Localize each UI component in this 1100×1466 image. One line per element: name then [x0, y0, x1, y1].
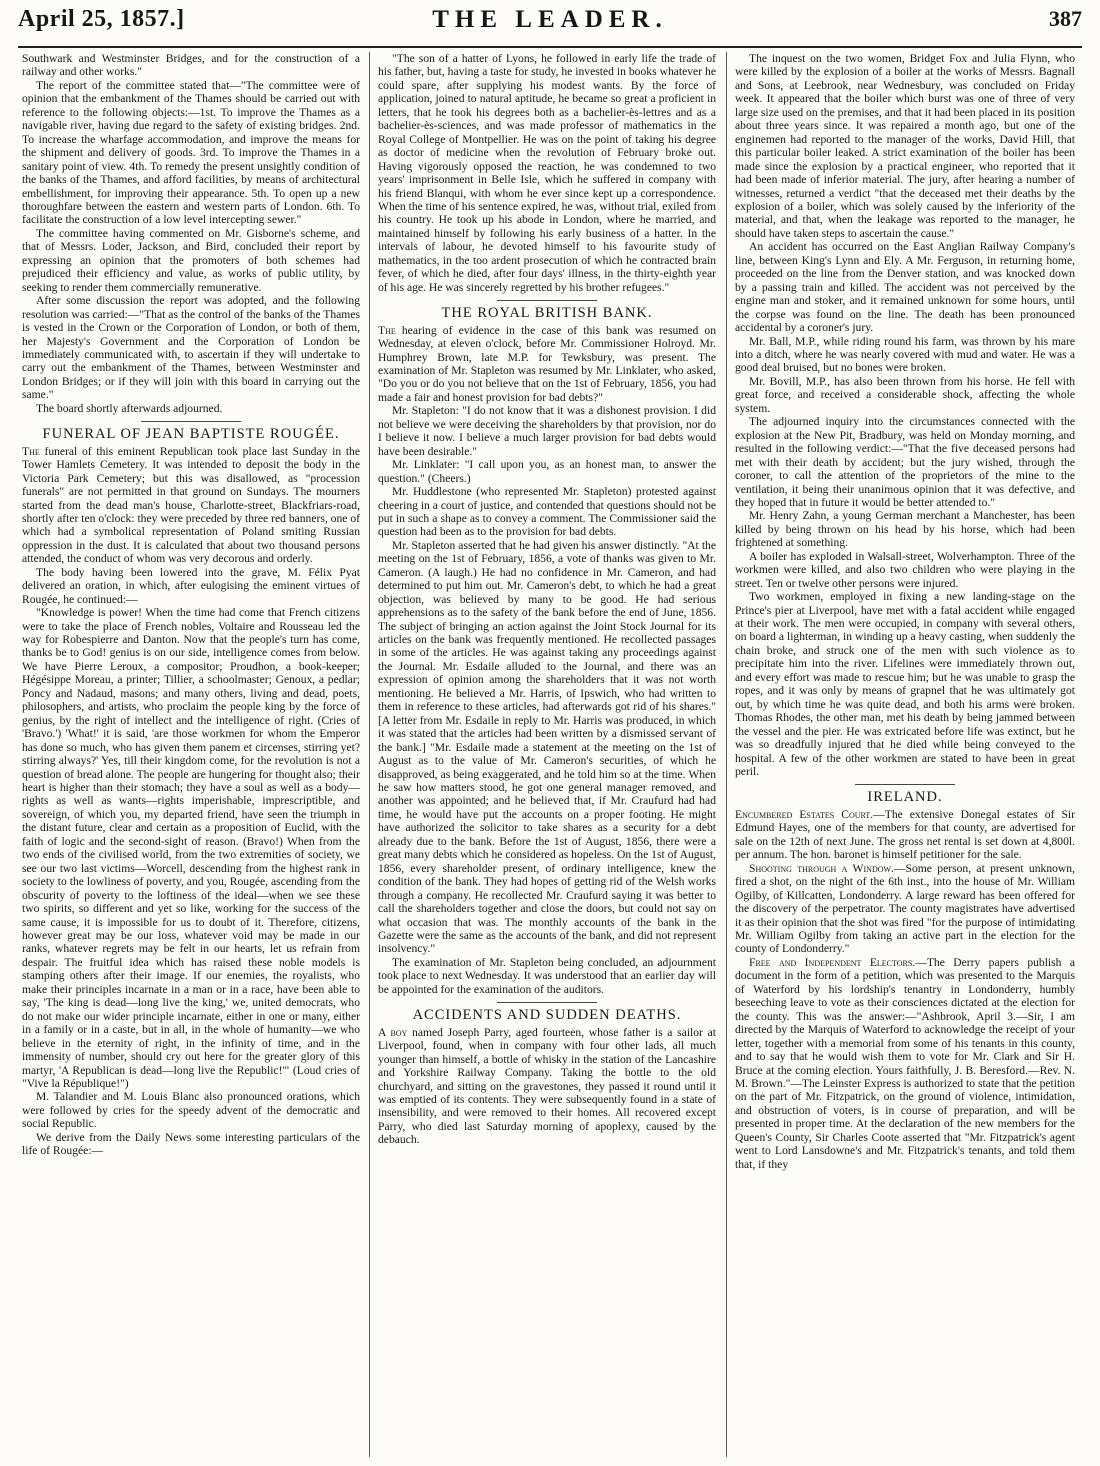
paragraph — [735, 956, 1075, 1171]
paragraph — [735, 808, 1075, 862]
paragraph-text: —Some person, at present unknown, fired a shot, on the night of the 6th inst., into the house of Mr. William Ogilby, of Killcatten, Londonderry. A large reward has been offered for the discovery of the perpetrator. The county magistrates have advertised it as their opinion that the shot was fired "for the purpose of intimidating Mr. William Ogilby from taking an active part in the election for the county of Londonderry." — [735, 861, 1075, 956]
paragraph: "Knowledge is power! When the time had come that French citizens were to take the place of French nobles, Voltaire and Rousseau led the way for Robespierre and Danton. Now that the people's turn has come, thanks be to God! genius is on our side, intelligence comes from below. We have Pierre Leroux, a compositor; Proudhon, a book-keeper; Hégésippe Moreau, a printer; Tillier, a schoolmaster; Genoux, a pedlar; Poncy and Nadaud, masons; and many others, living and dead, poets, philosophers, and artists, who proclaim the people king by the force of genius, by the right of intellect and the intelligence of right. (Cries of 'Bravo.') 'What!' it is said, 'are those workmen for whom the Emperor has done so much, who has given them panem et circenses, stirring yet? stirring always?' Yes, till their kingdom come, for the revolution is not a question of bread alone. The people are hungering for thought also; their heart is higher than their stomach; they have a soul as well as a body—rights as well as wants—rights imperishable, imprescriptible, and sovereign, of which you, my departed friend, have seen the triumph in the distant future, clear and certain as a proposition of Euclid, with the faith of logic and the second-sight of reason. (Bravo!) When from the two ends of the civilised world, from the two extremities of society, we see our two last victims—Worcell, descending from the highest rank in society to the lowliness of poverty, and you, Rougée, ascending from the obscurity of poverty to the loftiness of the ideal—when we see these two spirits, so different and yet so like, working for the success of the same cause, it is impossible for us to doubt of it. Therefore, citizens, however great may be our loss, whatever void may be made in our ranks, whatever regrets may be felt in our hearts, let us refrain from despair. The fruitful idea which has raised these noble models is stamping others after their image. If our enemies, the royalists, who make their principles incarnate in a man or in a race, have been able to say, 'The king is dead—long live the king,' we, united democrats, who do not make our wider principle incarnate, either in one or many, either in a family or in a caste, but in all, in the whole of humanity—we who believe in the eternity of right, in the infinity of time, and in the immensity of number, should cry out here for the greater glory of this martyr, 'A Republican is dead—long live the Republic!'" (Loud cries of "Vive la République!") — [22, 606, 360, 1090]
paragraph: Mr. Henry Zahn, a young German merchant a Manchester, has been killed by being thrown on his head by his horse, which had been frightened at something. — [735, 509, 1075, 550]
paragraph: Two workmen, employed in fixing a new landing-stage on the Prince's pier at Liverpool, have met with a fatal accident while engaged at their work. The men were occupied, in company with several others, on board a lighterman, in winding up a heavy casting, when suddenly the chain broke, and struck one of the men with such violence as to precipitate him into the river. Lifelines were immediately thrown out, and every effort was made to rescue him; but he was unable to grasp the ropes, and it was only by means of grapnel that he was ultimately got out, by which time he was quite dead, and both his arms were broken. Thomas Rhodes, the other man, met his death by being jammed between the vessel and the pier. He was extricated before life was extinct, but he was so dreadfully injured that he died while being conveyed to the hospital. A few of the other workmen are stated to have been in great peril. — [735, 590, 1075, 779]
lead-word: The — [22, 444, 40, 458]
paragraph: An accident has occurred on the East Anglian Railway Company's line, between King's Lynn and Ely. A Mr. Ferguson, in returning home, proceeded on the line from the Denver station, and was knocked down by a passing train and killed. The accident was not perceived by the engine man and stoker, and it remained unknown for some hours, until the corpse was found on the line. The death has been pronounced accidental by a coroner's jury. — [735, 240, 1075, 335]
paragraph: Mr. Huddlestone (who represented Mr. Stapleton) protested against cheering in a court of justice, and contended that questions should not be put in such a shape as to convey a comment. The Commissioner said the question had been as to the provision for bad debts. — [378, 485, 716, 539]
paragraph: A boiler has exploded in Walsall-street, Wolverhampton. Three of the workmen were killed, and also two children who were playing in the street. Ten or twelve other persons were injured. — [735, 549, 1075, 590]
page-number: 387 — [1049, 6, 1082, 31]
masthead-rule — [18, 46, 1082, 48]
paragraph-text: —The Derry papers publish a document in the form of a petition, which was presented to the Marquis of Waterford by his lordship's tenantry in Londonderry, humbly beseeching leave to vote as their consciences dictated at the election for the county. This was the answer:—"Ashbrook, April 3.—Sir, I am directed by the Marquis of Waterford to acknowledge the receipt of your letter, together with a memorial from some of his tenants in this county, and to say that he would wish them to vote for Mr. Clark and Sir H. Bruce at the coming election. Yours faithfully, J. B. Beresford.—Rev. N. M. Brown."—The Leinster Express is authorized to state that the petition on the part of Mr. Fitzpatrick, on the ground of violence, intimidation, and obstruction of voters, is in course of preparation, and will be presented in proper time. At the declaration of the new members for the Queen's County, Sir Charles Coote asserted that "Mr. Fitzpatrick's agent went to Lord Lansdowne's and Mr. Fitzpatrick's tenants, and told them that, if they — [735, 955, 1075, 1171]
paragraph: The examination of Mr. Stapleton being concluded, an adjournment took place to next Wednesday. It was understood that an earlier day will be appointed for the examination of the auditors. — [378, 955, 716, 996]
section-rule — [497, 1002, 597, 1003]
masthead — [18, 4, 1082, 44]
lead-word: The — [378, 323, 396, 337]
section-heading: IRELAND. — [867, 789, 943, 806]
paragraph-text: funeral of this eminent Republican took place last Sunday in the Tower Hamlets Cemetery. It was intended to deposit the body in the Victoria Park Cemetery; but this was disallowed, as "procession funerals" are not permitted in that ground on Sundays. The mourners started from the dead man's house, Charlotte-street, Blackfriars-road, shortly after ten o'clock: they were preceded by three red banners, one of which had a symbolical representation of Poland smiting Russian oppression in the dust. It is calculated that about two thousand persons attended, the conduct of whom was very decorous and orderly. — [22, 444, 360, 566]
paragraph: The body having been lowered into the grave, M. Félix Pyat delivered an oration, in which, after eulogising the eminent virtues of Rougée, he continued:— — [22, 565, 360, 606]
lead-word: Free and Independent Electors. — [749, 955, 916, 969]
section-heading: FUNERAL OF JEAN BAPTISTE ROUGÉE. — [42, 426, 340, 443]
column-1 — [22, 52, 360, 1457]
paragraph: M. Talandier and M. Louis Blanc also pronounced orations, which were followed by cries for the speedy advent of the democratic and social Republic. — [22, 1090, 360, 1131]
paragraph: The adjourned inquiry into the circumstances connected with the explosion at the New Pit, Bradbury, was held on Monday morning, and resulted in the following verdict:—"That the five deceased persons had met with their death by accident; but the jury wished, through the coroner, to call the attention of the proprietors of the mine to the ventilation, it being their unanimous opinion that it was defective, and they hoped that in future it would be better attended to." — [735, 415, 1075, 509]
paragraph: The inquest on the two women, Bridget Fox and Julia Flynn, who were killed by the explosion of a boiler at the works of Messrs. Bagnall and Sons, at Leebrook, near Wednesbury, was concluded on Friday week. It appeared that the boiler which burst was one of three of very large size used on the premises, and that it had been placed in its position about three years since. It was repaired a month ago, but one of the enginemen had reported to the manager of the works, David Hill, that this particular boiler leaked. A strict examination of the boiler has been made since the explosion by a practical engineer, who reported that it had been made of inferior material. The jury, after hearing a number of witnesses, returned a verdict "that the deceased met their deaths by the explosion of a boiler, which was solely caused by the inferiority of the material, and that, when the leakage was reported to the manager, he should have taken steps to ascertain the cause." — [735, 52, 1075, 240]
newspaper-title: THE LEADER. — [432, 6, 668, 33]
paragraph: The report of the committee stated that—"The committee were of opinion that the embankment of the Thames should be carried out with reference to the following objects:—1st. To improve the Thames as a navigable river, having due regard to the safety of existing bridges. 2nd. To increase the wharfage accommodation, and improve the means for the shipment and delivery of goods. 3rd. To improve the Thames in a sanitary point of view. 4th. To remedy the present unsightly condition of the banks of the Thames, and afford facilities, by means of architectural embellishment, for improving their appearance. 5th. To open up a new thoroughfare between the eastern and western parts of London. 6th. To facilitate the construction of a low level intercepting sewer." — [22, 78, 360, 227]
paragraph — [735, 862, 1075, 956]
paragraph: The board shortly afterwards adjourned. — [36, 401, 223, 415]
paragraph: After some discussion the report was adopted, and the following resolution was carried:—"That as the control of the banks of the Thames is vested in the Crown or the Corporation of London, or both of them, her Majesty's Government and the Corporation of London be immediately communicated with, to ascertain if they will undertake to carry out the embankment of the Thames, between Westminster and London Bridges; or if they will join with this board in carrying out the same." — [22, 294, 360, 402]
paragraph: Mr. Linklater: "I call upon you, as an honest man, to answer the question." (Cheers.) — [378, 458, 716, 485]
lead-word: Shooting through a Window. — [749, 861, 894, 875]
column-rule — [369, 52, 370, 1457]
paragraph-text: hearing of evidence in the case of this bank was resumed on Wednesday, at eleven o'clock, before Mr. Commissioner Holroyd. Mr. Humphrey Brown, late M.P. for Tewksbury, was present. The examination of Mr. Stapleton was resumed by Mr. Linklater, who asked, "Do you or do you not believe that on the 1st of February, 1856, you had made a fair and honest provision for bad debts?" — [378, 323, 716, 404]
paragraph: Mr. Bovill, M.P., has also been thrown from his horse. He fell with great force, and received a considerable shock, affecting the whole system. — [735, 374, 1075, 415]
paragraph — [378, 324, 716, 405]
section-rule — [141, 421, 241, 422]
lead-word: A boy — [378, 1025, 408, 1039]
section-heading: ACCIDENTS AND SUDDEN DEATHS. — [412, 1007, 682, 1024]
column-2 — [378, 52, 716, 1457]
paragraph: Mr. Ball, M.P., while riding round his farm, was thrown by his mare into a ditch, where he was nearly covered with mud and water. He was a good deal bruised, but no bones were broken. — [735, 334, 1075, 375]
paragraph — [378, 1026, 716, 1147]
paragraph — [22, 445, 360, 566]
paragraph: We derive from the Daily News some interesting particulars of the life of Rougée:— — [22, 1130, 360, 1158]
column-3 — [735, 52, 1075, 1457]
lead-word: Encumbered Estates Court. — [735, 807, 874, 821]
paragraph-text: named Joseph Parry, aged fourteen, whose father is a sailor at Liverpool, found, when in company with four other lads, all much younger than himself, a bottle of whisky in the station of the Lancashire and Yorkshire Railway Company. Taking the bottle to the old churchyard, and sitting on the gravestones, they passed it round until it was emptied of its contents. They were subsequently found in a state of insensibility, and were removed to their homes. All recovered except Parry, who died last Saturday morning of apoplexy, caused by the debauch. — [378, 1025, 716, 1147]
paragraph: "The son of a hatter of Lyons, he followed in early life the trade of his father, but, having a taste for study, he invested in books whatever he could spare, after supplying his modest wants. By the force of application, joined to natural aptitude, he became so great a proficient in letters, that he took his degrees both as a bachelier-ès-lettres and as a bachelier-ès-sciences, and was made professor of mathematics in the Royal College of Montpellier. He was on the point of taking his degree as doctor of medicine when the revolution of February broke out. Having vigorously opposed the reaction, he was condemned to two years' imprisonment in Belle Isle, which he suffered in company with his friend Blanqui, with whom he ever since kept up a correspondence. When the time of his sentence expired, he was, without trial, exiled from his country. He took up his abode in London, where he married, and maintained himself by following his early business of a hatter. In the intervals of labour, he devoted himself to his favourite study of mathematics, in the too ardent prosecution of which he contracted brain fever, of which he died, after four days' illness, in the thirty-eighth year of his age. He was sincerely regretted by his brother refugees." — [378, 52, 716, 294]
section-rule — [497, 300, 597, 301]
section-heading: THE ROYAL BRITISH BANK. — [441, 305, 653, 322]
section-rule — [855, 784, 955, 785]
paragraph-text: —The extensive Donegal estates of Sir Edmund Hayes, one of the members for that county, are advertised for sale on the 12th of next June. The gross net rental is set down at 4,800l. per annum. The hon. baronet is himself petitioner for the sale. — [735, 807, 1075, 862]
paragraph: Southwark and Westminster Bridges, and for the construction of a railway and other works." — [22, 52, 360, 79]
paragraph: The committee having commented on Mr. Gisborne's scheme, and that of Messrs. Loder, Jackson, and Bird, concluded their report by expressing an opinion that the promoters of both schemes had prejudiced their efficiency and value, as works of public utility, by seeking to render them commercially remunerative. — [22, 226, 360, 294]
paragraph: Mr. Stapleton asserted that he had given his answer distinctly. "At the meeting on the 1st of February, 1856, a vote of thanks was given to Mr. Cameron. (A laugh.) He had no confidence in Mr. Cameron, and had determined to put him out. Mr. Cameron's debt, to which he had a great objection, was believed by many to be good. He had serious apprehensions as to the safety of the bank before the end of June, 1856. The subject of bringing an action against the Joint Stock Journal for its articles on the bank was frequently mentioned. He recollected passages in some of the articles. He was against taking any proceedings against the Journal. Mr. Esdaile alluded to the Journal, and there was an expression of opinion among the shareholders that it was not worth mentioning. He believed a Mr. Harris, of Ipswich, who had written to them in reference to these articles, had afterwards got rid of his shares." [A letter from Mr. Esdaile in reply to Mr. Harris was produced, in which it was stated that the articles had been written by a dismissed servant of the bank.] "Mr. Esdaile made a statement at the meeting on the 1st of August as to the value of Mr. Cameron's securities, of which he disapproved, as being exaggerated, and he told him so at the time. When he saw how matters stood, he got one general manager removed, and another was appointed; and he believed that, if Mr. Craufurd had had time, he would have put the accounts on a proper footing. He might have authorized the solicitor to take shares as a security for a debt already due to the bank. Before the 1st of August, 1856, there were a great many debts which he considered as hopeless. On the 1st of August, 1856, every shareholder present, of ordinary intelligence, knew the condition of the bank. They had hopes of getting rid of the Welsh works through a company. He recollected Mr. Craufurd saying it was better to call the shareholders together and close the doors, but could not say on what occasion that was. The monthly accounts of the bank in the Gazette were the same as the accounts of the bank, and did not represent insolvency." — [378, 538, 716, 956]
issue-date: April 25, 1857.] — [18, 6, 185, 32]
column-rule — [726, 52, 727, 1457]
paragraph: Mr. Stapleton: "I do not know that it was a dishonest provision. I did not believe we were deceiving the shareholders by that provision, nor do I believe it now. I believe a much larger provision for bad debts would have been desirable." — [378, 404, 716, 458]
